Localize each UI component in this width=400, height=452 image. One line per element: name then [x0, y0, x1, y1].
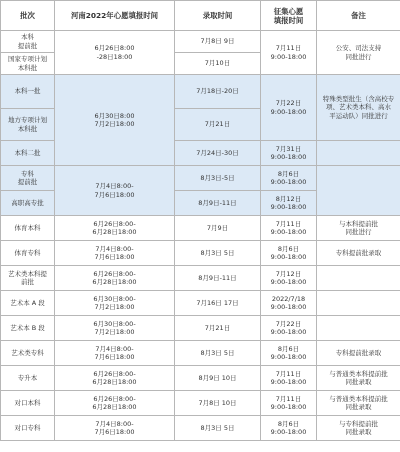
admit-time-cell: 8月3日-5日	[175, 166, 261, 191]
batch-cell: 高职高专批	[1, 191, 55, 216]
header-row	[1, 1, 400, 31]
remarks-cell: 与本科提前批 同批进行	[317, 216, 400, 241]
batch-cell: 本科二批	[1, 141, 55, 166]
solicit-time-cell: 7月22日 9:00-18:00	[261, 75, 317, 141]
solicit-time-cell: 2022/7/18 9:00-18:00	[261, 291, 317, 316]
solicit-time-cell: 8月6日 9:00-18:00	[261, 166, 317, 191]
solicit-time-cell: 8月6日 9:00-18:00	[261, 241, 317, 266]
admit-time-cell: 8月3日 5日	[175, 241, 261, 266]
fill-time-cell: 6月26日8:00- 6月28日18:00	[55, 266, 175, 291]
remarks-cell: 专科提前批录取	[317, 341, 400, 366]
batch-cell: 国家专项计划 本科批	[1, 53, 55, 75]
remarks-cell: 与普通类本科提前批 同批录取	[317, 391, 400, 416]
header-admit-time: 录取时间	[175, 1, 261, 31]
fill-time-cell: 7月4日8:00- 7月6日18:00	[55, 166, 175, 216]
solicit-time-cell: 7月11日 9:00-18:00	[261, 216, 317, 241]
admit-time-cell: 7月16日 17日	[175, 291, 261, 316]
remarks-cell: 特殊类型批生（含高校专 项、艺术类本科、高水 平运动队）同批进行	[317, 75, 400, 141]
admit-time-cell: 8月9日-11日	[175, 266, 261, 291]
admit-time-cell: 7月24日-30日	[175, 141, 261, 166]
admit-time-cell: 8月9日 10日	[175, 366, 261, 391]
remarks-cell: 与专科提前批 同批录取	[317, 416, 400, 441]
header-remarks: 备注	[317, 1, 400, 31]
admit-time-cell: 7月18日-20日	[175, 75, 261, 109]
remarks-cell	[317, 166, 400, 216]
fill-time-cell: 6月26日8:00- 6月28日18:00	[55, 391, 175, 416]
table-row	[1, 241, 400, 266]
table-row	[1, 216, 400, 241]
batch-cell: 艺术类本科提 前批	[1, 266, 55, 291]
fill-time-cell: 7月4日8:00- 7月6日18:00	[55, 241, 175, 266]
table-row	[1, 416, 400, 441]
solicit-time-cell: 8月6日 9:00-18:00	[261, 416, 317, 441]
batch-cell: 体育专科	[1, 241, 55, 266]
batch-cell: 本科 提前批	[1, 31, 55, 53]
fill-time-cell: 6月26日8:00- 6月28日18:00	[55, 366, 175, 391]
fill-time-cell: 7月4日8:00- 7月6日18:00	[55, 416, 175, 441]
header-solicit-time: 征集心愿 填报时间	[261, 1, 317, 31]
remarks-cell: 专科提前批录取	[317, 241, 400, 266]
batch-cell: 艺术类专科	[1, 341, 55, 366]
batch-cell: 对口本科	[1, 391, 55, 416]
table-row	[1, 266, 400, 291]
solicit-time-cell: 7月11日 9:00-18:00	[261, 366, 317, 391]
header-fill-time: 河南2022年心愿填报时间	[55, 1, 175, 31]
solicit-time-cell: 8月6日 9:00-18:00	[261, 341, 317, 366]
batch-cell: 艺术本 B 段	[1, 316, 55, 341]
admit-time-cell: 8月3日 5日	[175, 341, 261, 366]
admit-time-cell: 7月8日 10日	[175, 391, 261, 416]
solicit-time-cell: 7月22日 9:00-18:00	[261, 316, 317, 341]
fill-time-cell: 7月4日8:00- 7月6日18:00	[55, 341, 175, 366]
fill-time-cell: 6月30日8:00 7月2日18:00	[55, 75, 175, 166]
admit-time-cell: 7月8日 9日	[175, 31, 261, 53]
batch-cell: 地方专项计划 本科批	[1, 109, 55, 141]
remarks-cell	[317, 291, 400, 316]
batch-cell: 专科 提前批	[1, 166, 55, 191]
solicit-time-cell: 8月12日 9:00-18:00	[261, 191, 317, 216]
table-row	[1, 366, 400, 391]
fill-time-cell: 6月30日8:00- 7月2日18:00	[55, 291, 175, 316]
solicit-time-cell: 7月11日 9:00-18:00	[261, 31, 317, 75]
remarks-cell	[317, 141, 400, 166]
admit-time-cell: 7月9日	[175, 216, 261, 241]
table-row	[1, 316, 400, 341]
batch-cell: 专升本	[1, 366, 55, 391]
admit-time-cell: 7月21日	[175, 109, 261, 141]
admit-time-cell: 7月21日	[175, 316, 261, 341]
solicit-time-cell: 7月12日 9:00-18:00	[261, 266, 317, 291]
batch-cell: 本科一批	[1, 75, 55, 109]
fill-time-cell: 6月26日8:00- 6月28日18:00	[55, 216, 175, 241]
admit-time-cell: 7月10日	[175, 53, 261, 75]
admit-time-cell: 8月9日-11日	[175, 191, 261, 216]
remarks-cell: 与普通类本科提前批 同批录取	[317, 366, 400, 391]
table-row	[1, 75, 400, 109]
admit-time-cell: 8月3日 5日	[175, 416, 261, 441]
remarks-cell	[317, 266, 400, 291]
table-row	[1, 31, 400, 53]
header-batch: 批次	[1, 1, 55, 31]
batch-cell: 对口专科	[1, 416, 55, 441]
remarks-cell: 公安、司法支持 同批进行	[317, 31, 400, 75]
fill-time-cell: 6月30日8:00- 7月2日18:00	[55, 316, 175, 341]
table-row	[1, 166, 400, 191]
remarks-cell	[317, 316, 400, 341]
table-row	[1, 291, 400, 316]
solicit-time-cell: 7月11日 9:00-18:00	[261, 391, 317, 416]
fill-time-cell: 6月26日8:00 -28日18:00	[55, 31, 175, 75]
table-row	[1, 391, 400, 416]
solicit-time-cell: 7月31日 9:00-18:00	[261, 141, 317, 166]
table-row	[1, 341, 400, 366]
batch-cell: 体育本科	[1, 216, 55, 241]
batch-cell: 艺术本 A 段	[1, 291, 55, 316]
